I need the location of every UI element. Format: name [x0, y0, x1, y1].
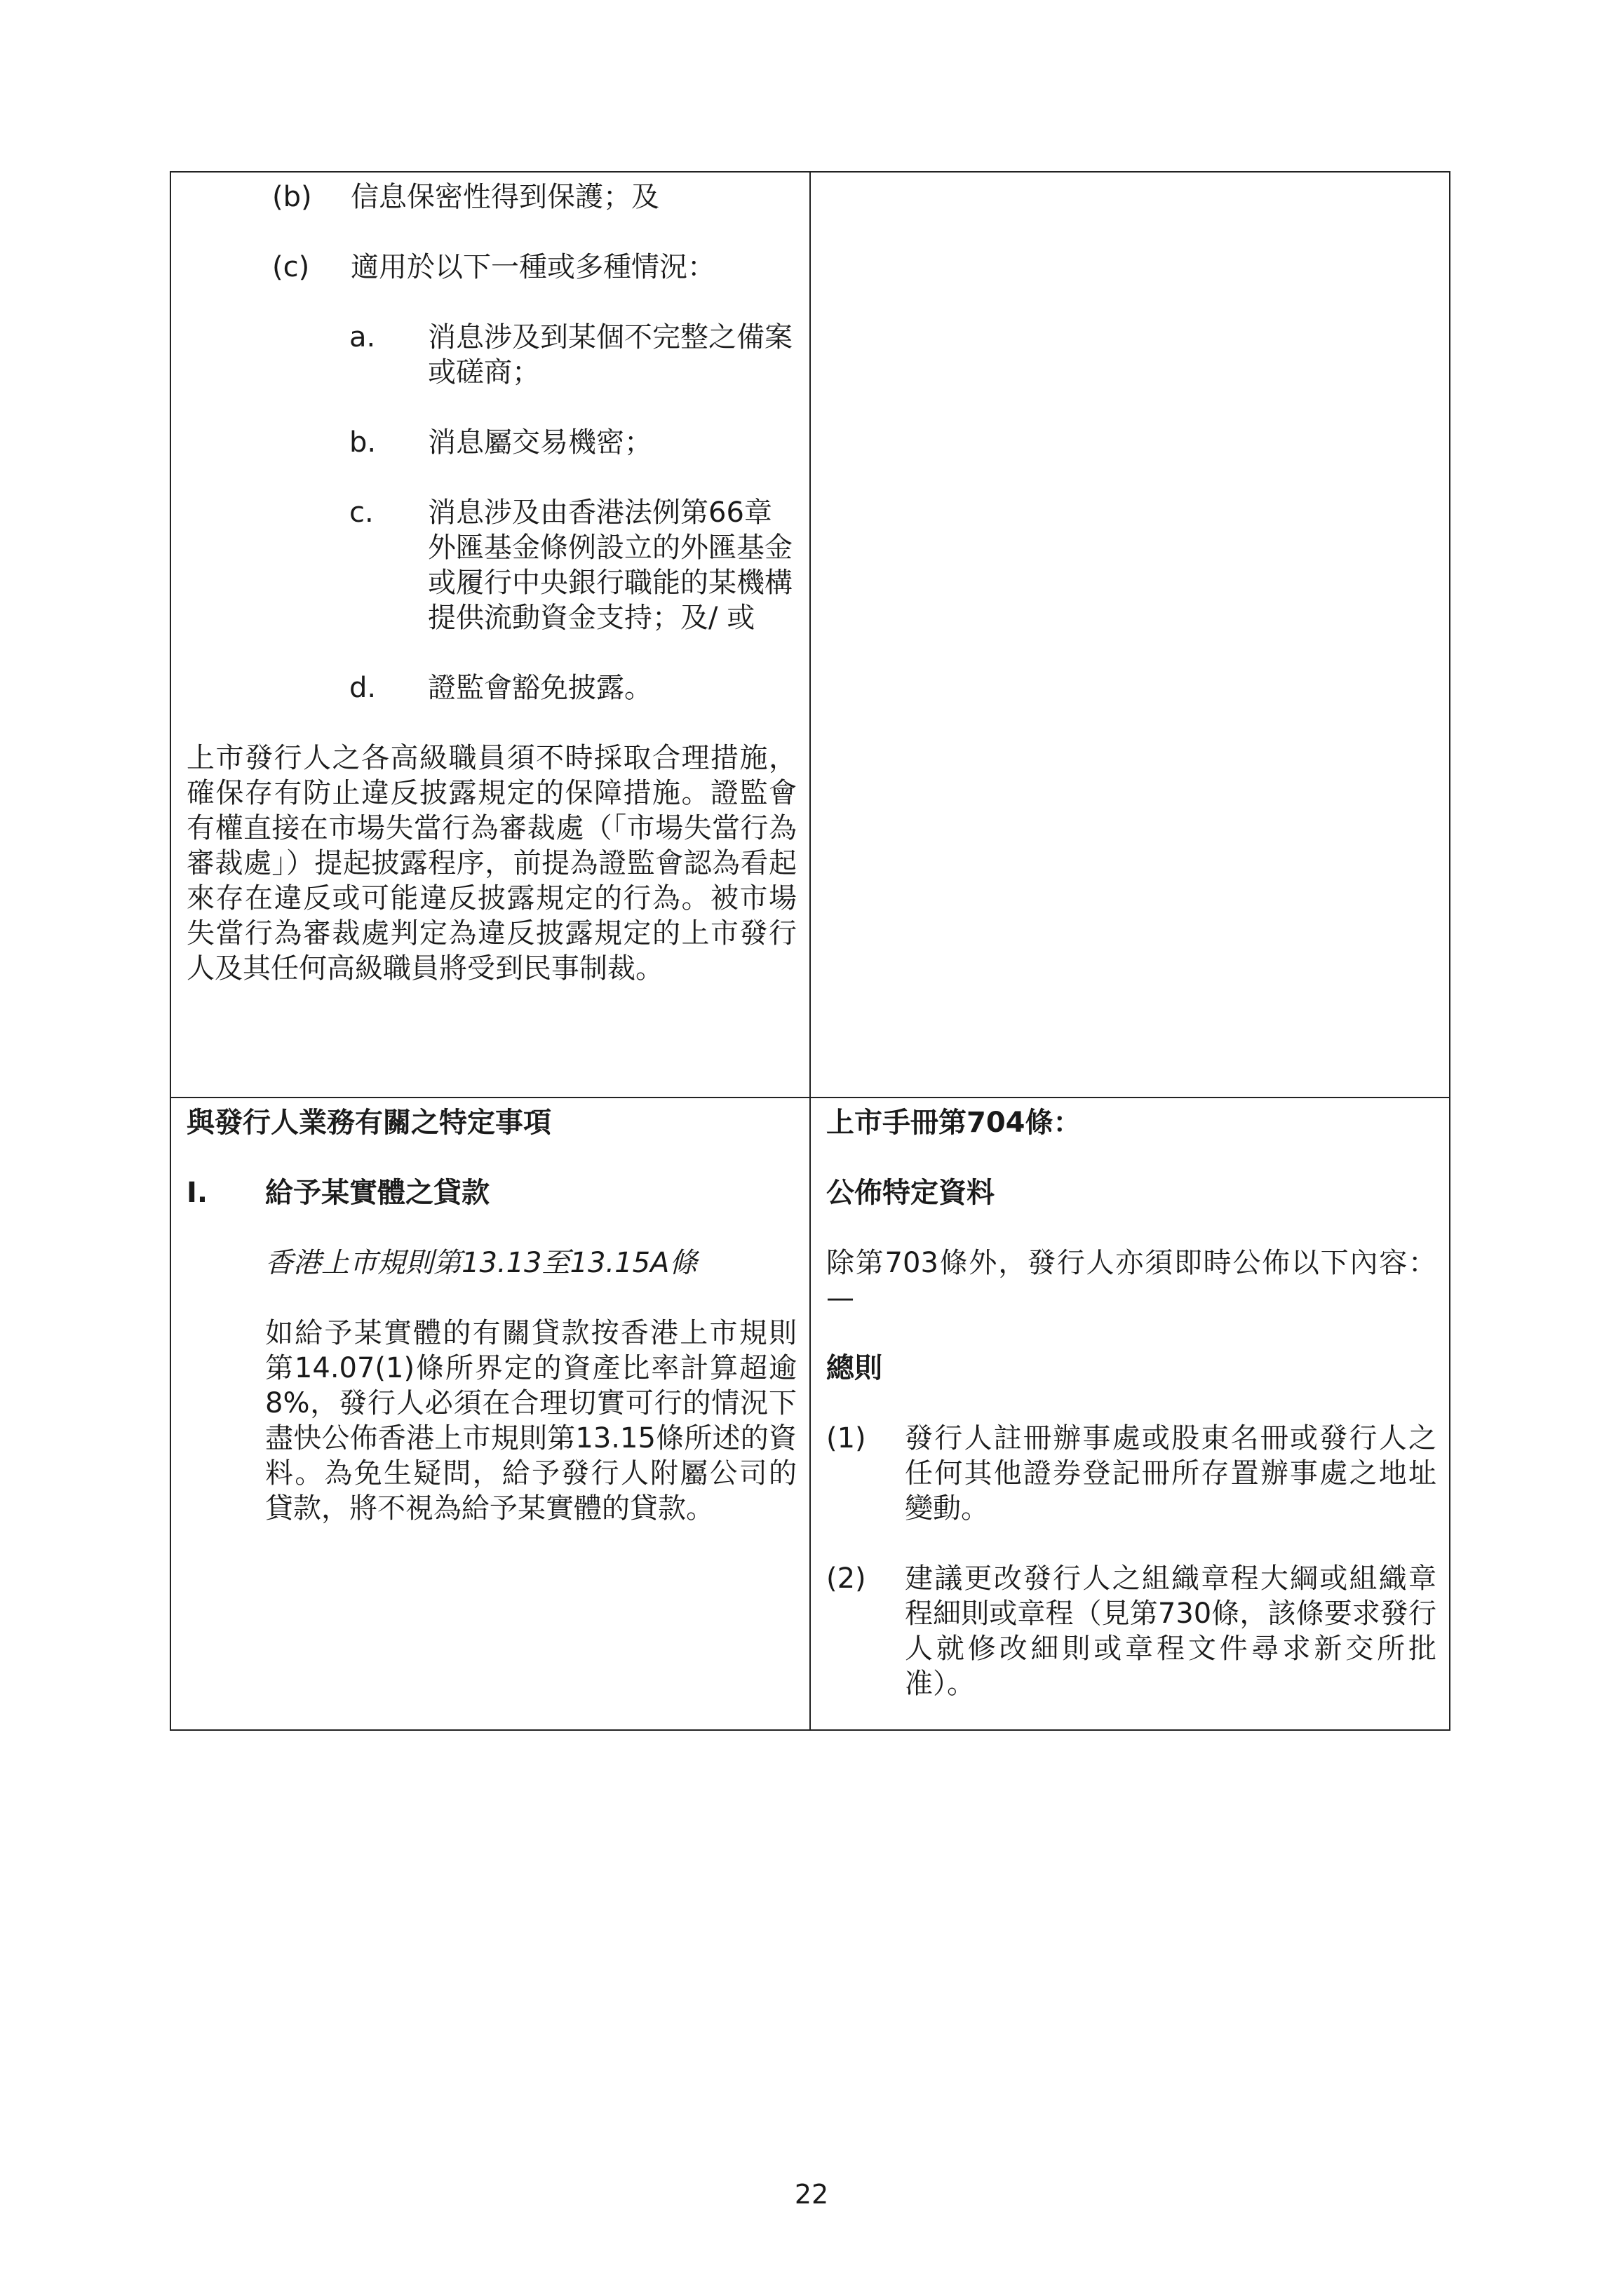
- table-cell-left: [170, 172, 810, 1098]
- rule-reference: 香港上市規則第13.13至13.15A條: [265, 1247, 698, 1279]
- item-label: a.: [349, 321, 376, 353]
- list-item: [272, 180, 797, 215]
- item-text: 適用於以下一種或多種情況：: [351, 251, 715, 283]
- disclosure-paragraph: 上市發行人之各高級職員須不時採取合理措施，確保存有防止違反披露規定的保障措施。證監會有權直接在市場失當行為審裁處（「市場失當行為審裁處」）提起披露程序，前提為證監會認為看起來存在違反或可能違反披露規定的行為。被市場失當行為審裁處判定為違反披露規定的上市發行人及其任何高級職員將受到民事制裁。: [187, 742, 797, 985]
- item-label: d.: [349, 672, 377, 704]
- table-cell-right-empty: [810, 172, 1450, 1098]
- list-item: [826, 1421, 1436, 1526]
- comparison-table: [170, 171, 1450, 1731]
- section-subheading: 公佈特定資料: [826, 1177, 995, 1209]
- item-label: c.: [349, 497, 374, 529]
- section-heading: 上市手冊第704條：: [826, 1107, 1082, 1139]
- section-heading: 與發行人業務有關之特定事項: [187, 1107, 551, 1139]
- item-label: (c): [272, 251, 310, 283]
- item-text: 證監會豁免披露。: [428, 672, 652, 704]
- item-text: 消息涉及到某個不完整之備案或磋商；: [428, 321, 793, 389]
- table-row: [170, 1098, 1450, 1730]
- section-title: [187, 1175, 797, 1210]
- general-label: 總則: [826, 1352, 882, 1384]
- sub-list-item: [349, 320, 797, 390]
- table-cell-left: [170, 1098, 810, 1730]
- item-text: 信息保密性得到保護；及: [351, 181, 659, 213]
- list-item: [826, 1561, 1436, 1701]
- table-cell-right: [810, 1098, 1450, 1730]
- item-text: 發行人註冊辦事處或股東名冊或發行人之任何其他證券登記冊所存置辦事處之地址變動。: [905, 1422, 1436, 1525]
- page-number: 22: [794, 2179, 829, 2210]
- intro-paragraph: 除第703條外，發行人亦須即時公佈以下內容：—: [826, 1247, 1436, 1314]
- item-label: (b): [272, 181, 312, 213]
- item-text: 建議更改發行人之組織章程大綱或組織章程細則或章程（見第730條，該條要求發行人就修改細則或章程文件尋求新交所批准）。: [905, 1562, 1436, 1700]
- section-title-text: 給予某實體之貸款: [265, 1177, 490, 1209]
- sub-list-item: [349, 495, 797, 635]
- table-row: [170, 172, 1450, 1098]
- item-label: (1): [826, 1422, 866, 1454]
- item-text: 消息涉及由香港法例第66章外匯基金條例設立的外匯基金或履行中央銀行職能的某機構提供流動資金支持；及/ 或: [428, 497, 793, 634]
- section-label: I.: [187, 1177, 208, 1209]
- sub-list-item: [349, 425, 797, 460]
- item-label: b.: [349, 426, 377, 459]
- item-text: 消息屬交易機密；: [428, 426, 652, 459]
- loan-paragraph: 如給予某實體的有關貸款按香港上市規則第14.07(1)條所界定的資產比率計算超逾8%，發行人必須在合理切實可行的情況下盡快公佈香港上市規則第13.15條所述的資料。為免生疑問，給予發行人附屬公司的貸款，將不視為給予某實體的貸款。: [265, 1317, 797, 1525]
- sub-list-item: [349, 670, 797, 705]
- item-label: (2): [826, 1562, 866, 1595]
- list-item: [272, 250, 797, 285]
